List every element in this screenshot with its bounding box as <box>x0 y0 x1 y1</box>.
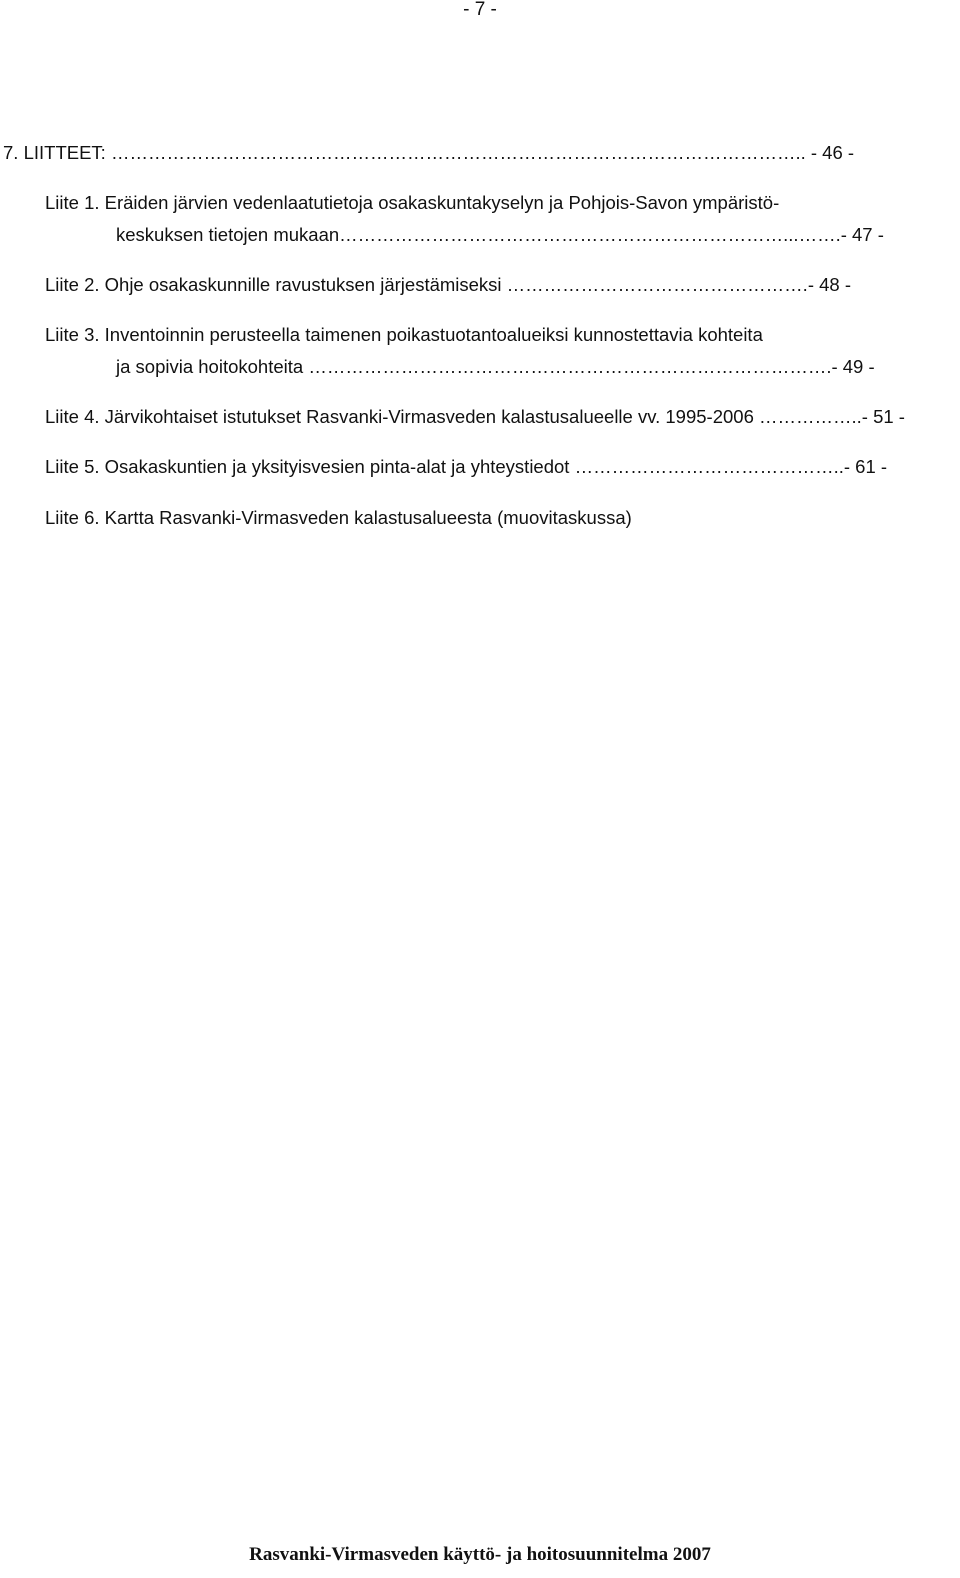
toc-item-liite-3-continuation[interactable]: ja sopivia hoitokohteita ………………………………………………………………………….- 49 - <box>116 356 875 377</box>
toc-item-liite-5[interactable]: Liite 5. Osakaskuntien ja yksityisvesien pinta-alat ja yhteystiedot ……………………………………..- 61 - <box>45 456 888 477</box>
toc-item-liite-1[interactable]: Liite 1. Eräiden järvien vedenlaatutietoja osakaskuntakyselyn ja Pohjois-Savon ympäristö- <box>45 192 780 213</box>
toc-heading[interactable]: 7. LIITTEET: ………………………………………………………………………………………………….. - 46 - <box>3 142 855 163</box>
page-number: - 7 - <box>463 0 497 20</box>
toc-item-liite-2[interactable]: Liite 2. Ohje osakaskunnille ravustuksen järjestämiseksi ………………………………………….- 48 - <box>45 274 852 295</box>
page-footer: Rasvanki-Virmasveden käyttö- ja hoitosuunnitelma 2007 <box>249 1544 711 1565</box>
toc-item-liite-4[interactable]: Liite 4. Järvikohtaiset istutukset Rasvanki-Virmasveden kalastusalueelle vv. 1995-2006 ……………..- 51 - <box>45 406 905 427</box>
toc-item-liite-3[interactable]: Liite 3. Inventoinnin perusteella taimenen poikastuotantoalueiksi kunnostettavia kohteita <box>45 324 763 345</box>
toc-item-liite-6[interactable]: Liite 6. Kartta Rasvanki-Virmasveden kalastusalueesta (muovitaskussa) <box>45 507 632 528</box>
toc-item-liite-1-continuation[interactable]: keskuksen tietojen mukaan………………………………………………………………...…….- 47 - <box>116 224 884 245</box>
